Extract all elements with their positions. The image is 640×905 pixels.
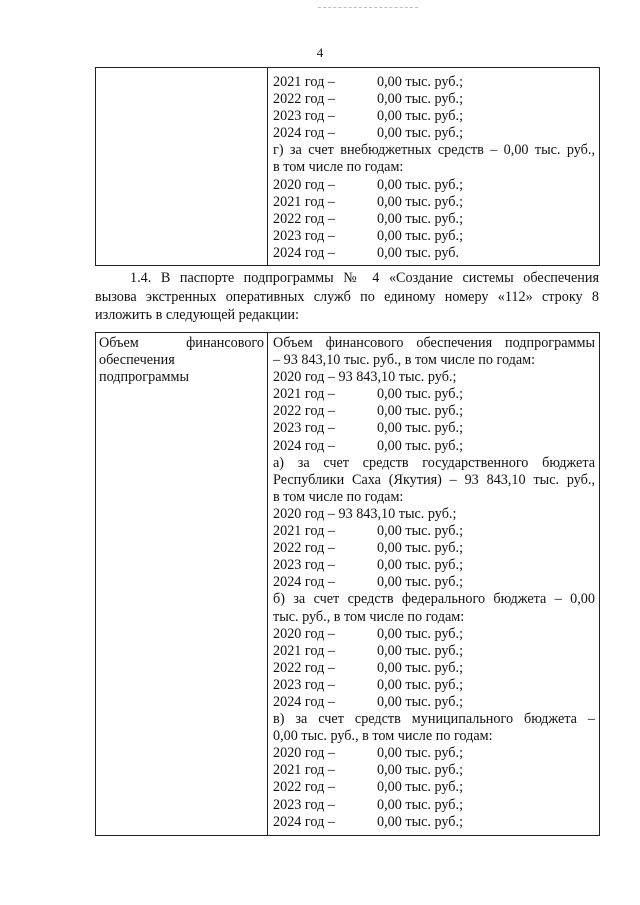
amount-value: 0,00 тыс. руб.; <box>377 108 464 125</box>
paragraph-line-2: вызова экстренных оперативных служб по единому номеру «112» строку 8 <box>95 288 599 305</box>
amount-value: 0,00 тыс. руб.; <box>377 625 464 642</box>
year-amount-line <box>273 745 595 762</box>
year-label: 2021 год – <box>273 386 335 403</box>
year-amount-line <box>273 677 595 694</box>
year-amount-line <box>273 74 595 91</box>
amount-value: 0,00 тыс. руб.; <box>377 176 464 193</box>
year-amount-line <box>273 574 595 591</box>
year-amount-line <box>273 779 595 796</box>
year-label: 2023 год – <box>273 108 335 125</box>
funding-lines <box>273 74 595 262</box>
year-amount-line <box>273 125 595 142</box>
year-amount-line <box>273 403 595 420</box>
year-amount-line <box>273 540 595 557</box>
year-amount-line <box>273 814 595 831</box>
funding-value-cell <box>268 333 600 836</box>
amount-value: 0,00 тыс. руб.; <box>377 210 464 227</box>
amount-value: 0,00 тыс. руб.; <box>377 437 464 454</box>
instruction-paragraph <box>95 269 599 325</box>
amount-value: 0,00 тыс. руб.; <box>377 540 464 557</box>
amount-value: 0,00 тыс. руб.; <box>377 813 464 830</box>
year-label: 2023 год – <box>273 227 335 244</box>
amount-value: 0,00 тыс. руб.; <box>377 676 464 693</box>
funding-text-line: в) за счет средств муниципального бюджета – <box>273 711 595 728</box>
year-label: 2024 год – <box>273 437 335 454</box>
year-label: 2023 год – <box>273 796 335 813</box>
year-label: 2023 год – <box>273 557 335 574</box>
table-continuation <box>95 67 600 266</box>
amount-value: 0,00 тыс. руб.; <box>377 91 464 108</box>
label-line-2: обеспечения <box>99 352 175 369</box>
year-amount-line <box>273 626 595 643</box>
table-continuation-left-cell <box>96 68 268 266</box>
paragraph-line-3: изложить в следующей редакции: <box>95 307 299 323</box>
paragraph-line-1: 1.4. В паспорте подпрограммы № 4 «Создание системы обеспечения <box>130 270 599 286</box>
amount-value: 0,00 тыс. руб.; <box>377 557 464 574</box>
amount-value: 0,00 тыс. руб.; <box>377 796 464 813</box>
year-label: 2024 год – <box>273 693 335 710</box>
year-label: 2024 год – <box>273 813 335 830</box>
year-label: 2021 год – <box>273 74 335 90</box>
year-amount-line <box>273 108 595 125</box>
year-amount-line <box>273 762 595 779</box>
funding-text-line: г) за счет внебюджетных средств – 0,00 тыс. руб., <box>273 142 595 159</box>
amount-value: 0,00 тыс. руб.; <box>377 693 464 710</box>
amount-value: 0,00 тыс. руб.; <box>377 779 464 796</box>
year-label: 2021 год – <box>273 193 335 210</box>
year-label: 2022 год – <box>273 210 335 227</box>
year-amount-line <box>273 643 595 660</box>
amount-value: 0,00 тыс. руб.; <box>377 762 464 779</box>
funding-label <box>96 333 267 386</box>
amount-value: 0,00 тыс. руб.; <box>377 523 464 540</box>
year-label: 2020 год – <box>273 625 335 642</box>
amount-value: 0,00 тыс. руб.; <box>377 574 464 591</box>
funding-text-line: 0,00 тыс. руб., в том числе по годам: <box>273 728 493 745</box>
funding-text-line: Республики Саха (Якутия) – 93 843,10 тыс. руб., <box>273 471 595 488</box>
year-amount-line <box>273 211 595 228</box>
amount-value: 0,00 тыс. руб.; <box>377 745 464 762</box>
funding-text-line: в том числе по годам: <box>273 159 404 176</box>
year-label: 2022 год – <box>273 659 335 676</box>
table-continuation-right-cell <box>268 68 600 266</box>
amount-value: 0,00 тыс. руб.; <box>377 227 464 244</box>
year-label: 2021 год – <box>273 523 335 540</box>
year-label: 2021 год – <box>273 642 335 659</box>
year-amount-line <box>273 797 595 814</box>
amount-value: 0,00 тыс. руб.; <box>377 403 464 420</box>
funding-lines <box>273 335 595 831</box>
amount-value: 0,00 тыс. руб.; <box>377 642 464 659</box>
funding-text-line: в том числе по годам: <box>273 488 404 505</box>
year-label: 2024 год – <box>273 125 335 142</box>
funding-text-line: 2020 год – 93 843,10 тыс. руб.; <box>273 369 457 386</box>
year-label: 2022 год – <box>273 779 335 796</box>
funding-text-line: б) за счет средств федерального бюджета – 0,00 <box>273 591 595 608</box>
year-amount-line <box>273 438 595 455</box>
header-scan-marks <box>318 7 418 10</box>
year-label: 2024 год – <box>273 574 335 591</box>
amount-value: 0,00 тыс. руб.; <box>377 74 464 90</box>
page-number: 4 <box>316 45 324 60</box>
amount-value: 0,00 тыс. руб.; <box>377 420 464 437</box>
year-label: 2021 год – <box>273 762 335 779</box>
funding-text-line: – 93 843,10 тыс. руб., в том числе по годам: <box>273 352 536 369</box>
year-label: 2023 год – <box>273 420 335 437</box>
amount-value: 0,00 тыс. руб.; <box>377 193 464 210</box>
year-amount-line <box>273 694 595 711</box>
year-amount-line <box>273 177 595 194</box>
year-amount-line <box>273 245 595 262</box>
year-label: 2022 год – <box>273 91 335 108</box>
year-label: 2020 год – <box>273 745 335 762</box>
amount-value: 0,00 тыс. руб. <box>377 244 460 261</box>
year-label: 2023 год – <box>273 676 335 693</box>
year-label: 2022 год – <box>273 403 335 420</box>
year-label: 2024 год – <box>273 244 335 261</box>
amount-value: 0,00 тыс. руб.; <box>377 386 464 403</box>
year-amount-line <box>273 91 595 108</box>
year-label: 2022 год – <box>273 540 335 557</box>
funding-text-line: 2020 год – 93 843,10 тыс. руб.; <box>273 505 457 522</box>
funding-text-line: а) за счет средств государственного бюджета <box>273 454 595 471</box>
funding-text-line: тыс. руб., в том числе по годам: <box>273 608 465 625</box>
amount-value: 0,00 тыс. руб.; <box>377 659 464 676</box>
year-amount-line <box>273 557 595 574</box>
funding-label-cell <box>96 333 268 836</box>
year-amount-line <box>273 386 595 403</box>
funding-text-line: Объем финансового обеспечения подпрограммы <box>273 335 595 351</box>
table-subprogram-funding <box>95 332 600 836</box>
label-line-3: подпрограммы <box>99 369 189 386</box>
year-amount-line <box>273 194 595 211</box>
year-amount-line <box>273 420 595 437</box>
year-amount-line <box>273 228 595 245</box>
year-label: 2020 год – <box>273 176 335 193</box>
amount-value: 0,00 тыс. руб.; <box>377 125 464 142</box>
year-amount-line <box>273 523 595 540</box>
label-line-1: Объем финансового <box>99 335 264 351</box>
year-amount-line <box>273 660 595 677</box>
